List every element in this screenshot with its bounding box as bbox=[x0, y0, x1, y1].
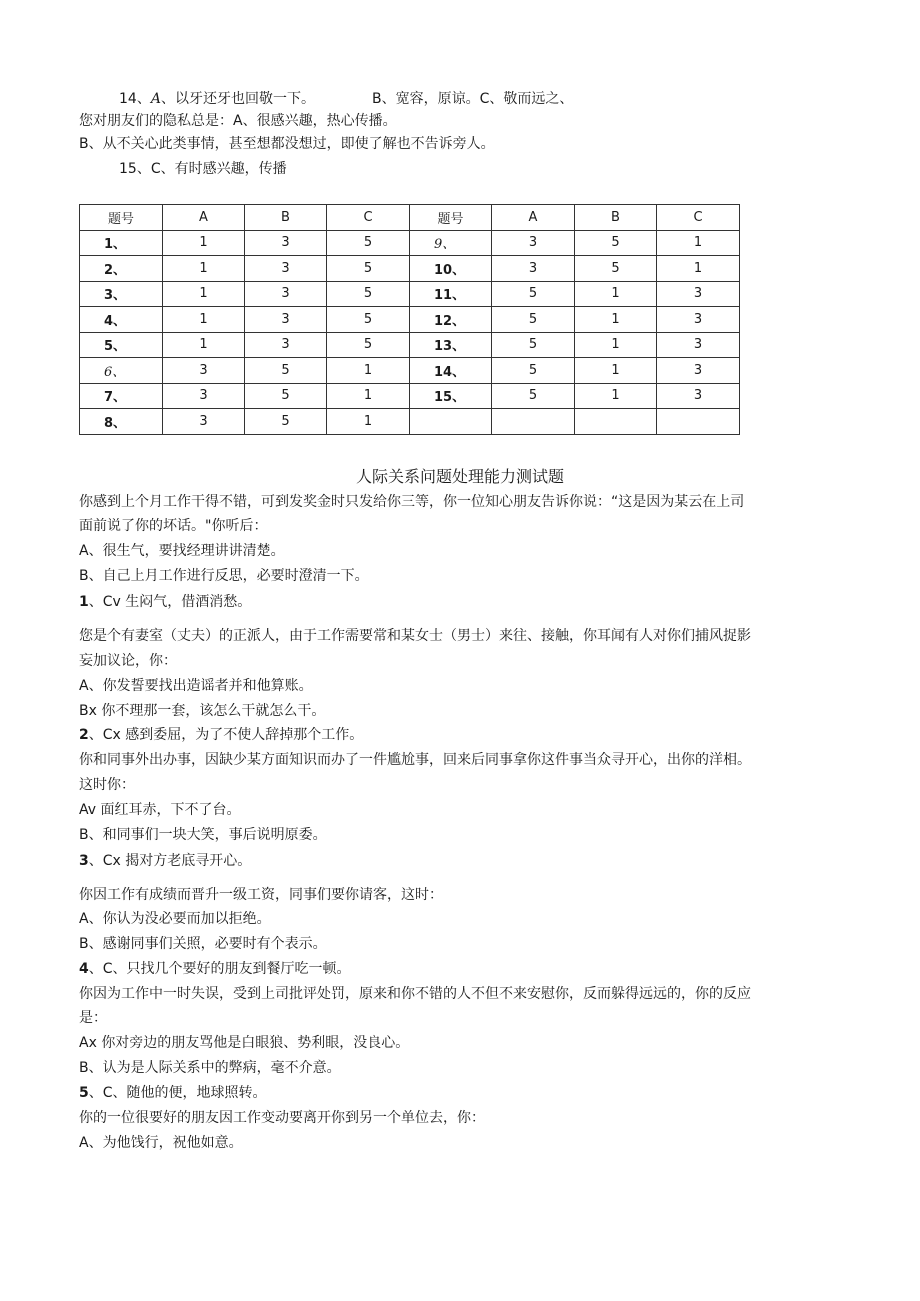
score-cell: 3 bbox=[657, 383, 740, 409]
q14-number: 14、 bbox=[119, 91, 151, 107]
q2-option-a: A、你发誓要找出造谣者并和他算账。 bbox=[79, 678, 313, 694]
question-number-cell: 3、 bbox=[80, 281, 163, 307]
q1-option-b: B、自己上月工作进行反思，必要时澄清一下。 bbox=[79, 568, 369, 584]
score-cell: 1 bbox=[163, 281, 245, 307]
score-cell: 1 bbox=[657, 230, 740, 256]
q3-stem: 你和同事外出办事，因缺少某方面知识而办了一件尴尬事，回来后同事拿你这件事当众寻开心，出你的洋相。 bbox=[79, 752, 751, 768]
question-number-cell: 8、 bbox=[80, 409, 163, 435]
score-table-header-row bbox=[80, 205, 740, 231]
score-cell: 1 bbox=[575, 307, 657, 333]
header-cell: A bbox=[163, 205, 245, 231]
table-row bbox=[80, 281, 740, 307]
question-number-cell: 7、 bbox=[80, 383, 163, 409]
score-cell: 5 bbox=[492, 358, 575, 384]
question-number-cell: 4、 bbox=[80, 307, 163, 333]
q2-option-b: Bx 你不理那一套，该怎么干就怎么干。 bbox=[79, 703, 326, 719]
q2-option-c bbox=[79, 725, 363, 745]
table-row bbox=[80, 332, 740, 358]
question-number-cell: 2、 bbox=[80, 256, 163, 282]
score-cell: 5 bbox=[575, 230, 657, 256]
score-cell: 1 bbox=[575, 358, 657, 384]
question-number-cell bbox=[80, 358, 163, 384]
q2-number: 2 bbox=[79, 727, 89, 743]
score-cell: 1 bbox=[327, 409, 410, 435]
q5-stem: 你因为工作中一时失误，受到上司批评处罚，原来和你不错的人不但不来安慰你，反而躲得远远的，你的反应 bbox=[79, 986, 751, 1002]
question-number-cell: 11、 bbox=[410, 281, 492, 307]
table-row bbox=[80, 409, 740, 435]
q14-line bbox=[119, 89, 315, 109]
q2-stem-cont: 妄加议论，你： bbox=[79, 653, 177, 669]
score-cell: 3 bbox=[657, 332, 740, 358]
score-cell: 5 bbox=[327, 281, 410, 307]
score-cell: 3 bbox=[245, 281, 327, 307]
q1-option-a: A、很生气，要找经理讲讲清楚。 bbox=[79, 543, 285, 559]
score-cell: 1 bbox=[575, 281, 657, 307]
score-cell: 5 bbox=[245, 409, 327, 435]
q1-option-c bbox=[79, 592, 251, 612]
question-number-cell: 10、 bbox=[410, 256, 492, 282]
score-cell: 5 bbox=[492, 383, 575, 409]
q6-option-a: A、为他饯行，祝他如意。 bbox=[79, 1135, 243, 1151]
q5-number: 5 bbox=[79, 1085, 89, 1101]
q4-stem: 你因工作有成绩而晋升一级工资，同事们要你请客，这时： bbox=[79, 887, 443, 903]
page-title: 人际关系问题处理能力测试题 bbox=[355, 467, 564, 486]
score-cell: 3 bbox=[245, 230, 327, 256]
q4-option-c bbox=[79, 959, 351, 979]
score-cell: 5 bbox=[327, 230, 410, 256]
score-cell: 1 bbox=[163, 332, 245, 358]
score-cell: 5 bbox=[327, 332, 410, 358]
score-cell: 5 bbox=[492, 307, 575, 333]
score-cell: 1 bbox=[163, 256, 245, 282]
q2-stem: 您是个有妻室（丈夫）的正派人，由于工作需要常和某女士（男士）来往、接触，你耳闻有人对你们捕风捉影 bbox=[79, 628, 751, 644]
q5-option-c bbox=[79, 1083, 267, 1103]
score-cell: 1 bbox=[575, 332, 657, 358]
score-table bbox=[79, 204, 740, 435]
score-cell: 5 bbox=[245, 383, 327, 409]
empty-cell bbox=[575, 409, 657, 435]
q15-option-b: B、从不关心此类事情，甚至想都没想过，即使了解也不告诉旁人。 bbox=[79, 136, 495, 152]
score-cell: 3 bbox=[163, 358, 245, 384]
score-cell: 5 bbox=[245, 358, 327, 384]
question-number-cell: 15、 bbox=[410, 383, 492, 409]
handwritten-number: 9、 bbox=[434, 237, 456, 253]
table-row bbox=[80, 383, 740, 409]
score-cell: 5 bbox=[575, 256, 657, 282]
q1-stem: 你感到上个月工作干得不错，可到发奖金时只发给你三等，你一位知心朋友告诉你说：“这是因为某云在上司 bbox=[79, 494, 745, 510]
q1-option-c-text: 、Cv 生闷气，借酒消愁。 bbox=[88, 594, 252, 610]
score-cell: 3 bbox=[492, 256, 575, 282]
score-cell: 1 bbox=[327, 358, 410, 384]
q4-option-b: B、感谢同事们关照，必要时有个表示。 bbox=[79, 936, 327, 952]
score-cell: 5 bbox=[327, 307, 410, 333]
score-cell: 1 bbox=[327, 383, 410, 409]
q3-option-a: Av 面红耳赤，下不了台。 bbox=[79, 802, 241, 818]
q1-number: 1 bbox=[79, 594, 89, 610]
q3-number: 3 bbox=[79, 853, 89, 869]
empty-cell bbox=[410, 409, 492, 435]
score-cell: 3 bbox=[163, 409, 245, 435]
q3-option-b: B、和同事们一块大笑，事后说明原委。 bbox=[79, 827, 327, 843]
q5-option-b: B、认为是人际关系中的弊病，毫不介意。 bbox=[79, 1060, 341, 1076]
q5-option-c-text: 、C、随他的便，地球照转。 bbox=[88, 1085, 267, 1101]
q5-stem-cont: 是： bbox=[79, 1010, 107, 1026]
question-number-cell: 5、 bbox=[80, 332, 163, 358]
q5-option-a: Ax 你对旁边的朋友骂他是白眼狼、势利眼，没良心。 bbox=[79, 1035, 410, 1051]
q4-number: 4 bbox=[79, 961, 89, 977]
q14-options-bc: B、宽容，原谅。C、敬而远之、 bbox=[372, 91, 574, 107]
q3-stem-cont: 这时你： bbox=[79, 777, 135, 793]
q1-stem-cont: 面前说了你的坏话。"你听后： bbox=[79, 518, 268, 534]
handwritten-number: 6、 bbox=[104, 364, 126, 380]
table-row bbox=[80, 307, 740, 333]
q4-option-a: A、你认为没必要而加以拒绝。 bbox=[79, 911, 271, 927]
question-number-cell bbox=[410, 230, 492, 256]
score-cell: 3 bbox=[657, 307, 740, 333]
header-cell: B bbox=[575, 205, 657, 231]
score-cell: 5 bbox=[492, 281, 575, 307]
q3-option-c-text: 、Cx 揭对方老底寻开心。 bbox=[88, 853, 252, 869]
score-cell: 1 bbox=[657, 256, 740, 282]
score-cell: 5 bbox=[492, 332, 575, 358]
table-row bbox=[80, 230, 740, 256]
table-row bbox=[80, 256, 740, 282]
table-row bbox=[80, 358, 740, 384]
score-cell: 1 bbox=[163, 307, 245, 333]
question-number-cell: 1、 bbox=[80, 230, 163, 256]
q14-handwritten-a: A bbox=[150, 91, 161, 107]
score-cell: 3 bbox=[245, 332, 327, 358]
score-cell: 3 bbox=[245, 256, 327, 282]
header-cell: 题号 bbox=[410, 205, 492, 231]
score-cell: 3 bbox=[492, 230, 575, 256]
question-number-cell: 12、 bbox=[410, 307, 492, 333]
empty-cell bbox=[492, 409, 575, 435]
q6-stem: 你的一位很要好的朋友因工作变动要离开你到另一个单位去，你： bbox=[79, 1110, 485, 1126]
header-cell: B bbox=[245, 205, 327, 231]
score-cell: 1 bbox=[575, 383, 657, 409]
score-cell: 3 bbox=[245, 307, 327, 333]
score-cell: 5 bbox=[327, 256, 410, 282]
question-number-cell: 13、 bbox=[410, 332, 492, 358]
q4-option-c-text: 、C、只找几个要好的朋友到餐厅吃一顿。 bbox=[88, 961, 351, 977]
q15-option-c: 15、C、有时感兴趣，传播 bbox=[119, 161, 287, 177]
question-number-cell: 14、 bbox=[410, 358, 492, 384]
score-cell: 3 bbox=[657, 281, 740, 307]
q2-option-c-text: 、Cx 感到委屈，为了不使人辞掉那个工作。 bbox=[88, 727, 364, 743]
q3-option-c bbox=[79, 851, 251, 871]
header-cell: C bbox=[327, 205, 410, 231]
empty-cell bbox=[657, 409, 740, 435]
score-cell: 1 bbox=[163, 230, 245, 256]
q14-option-a: 、以牙还牙也回敬一下。 bbox=[160, 91, 315, 107]
q15-stem: 您对朋友们的隐私总是：A、很感兴趣，热心传播。 bbox=[79, 113, 397, 129]
header-cell: 题号 bbox=[80, 205, 163, 231]
header-cell: A bbox=[492, 205, 575, 231]
score-cell: 3 bbox=[163, 383, 245, 409]
header-cell: C bbox=[657, 205, 740, 231]
score-cell: 3 bbox=[657, 358, 740, 384]
